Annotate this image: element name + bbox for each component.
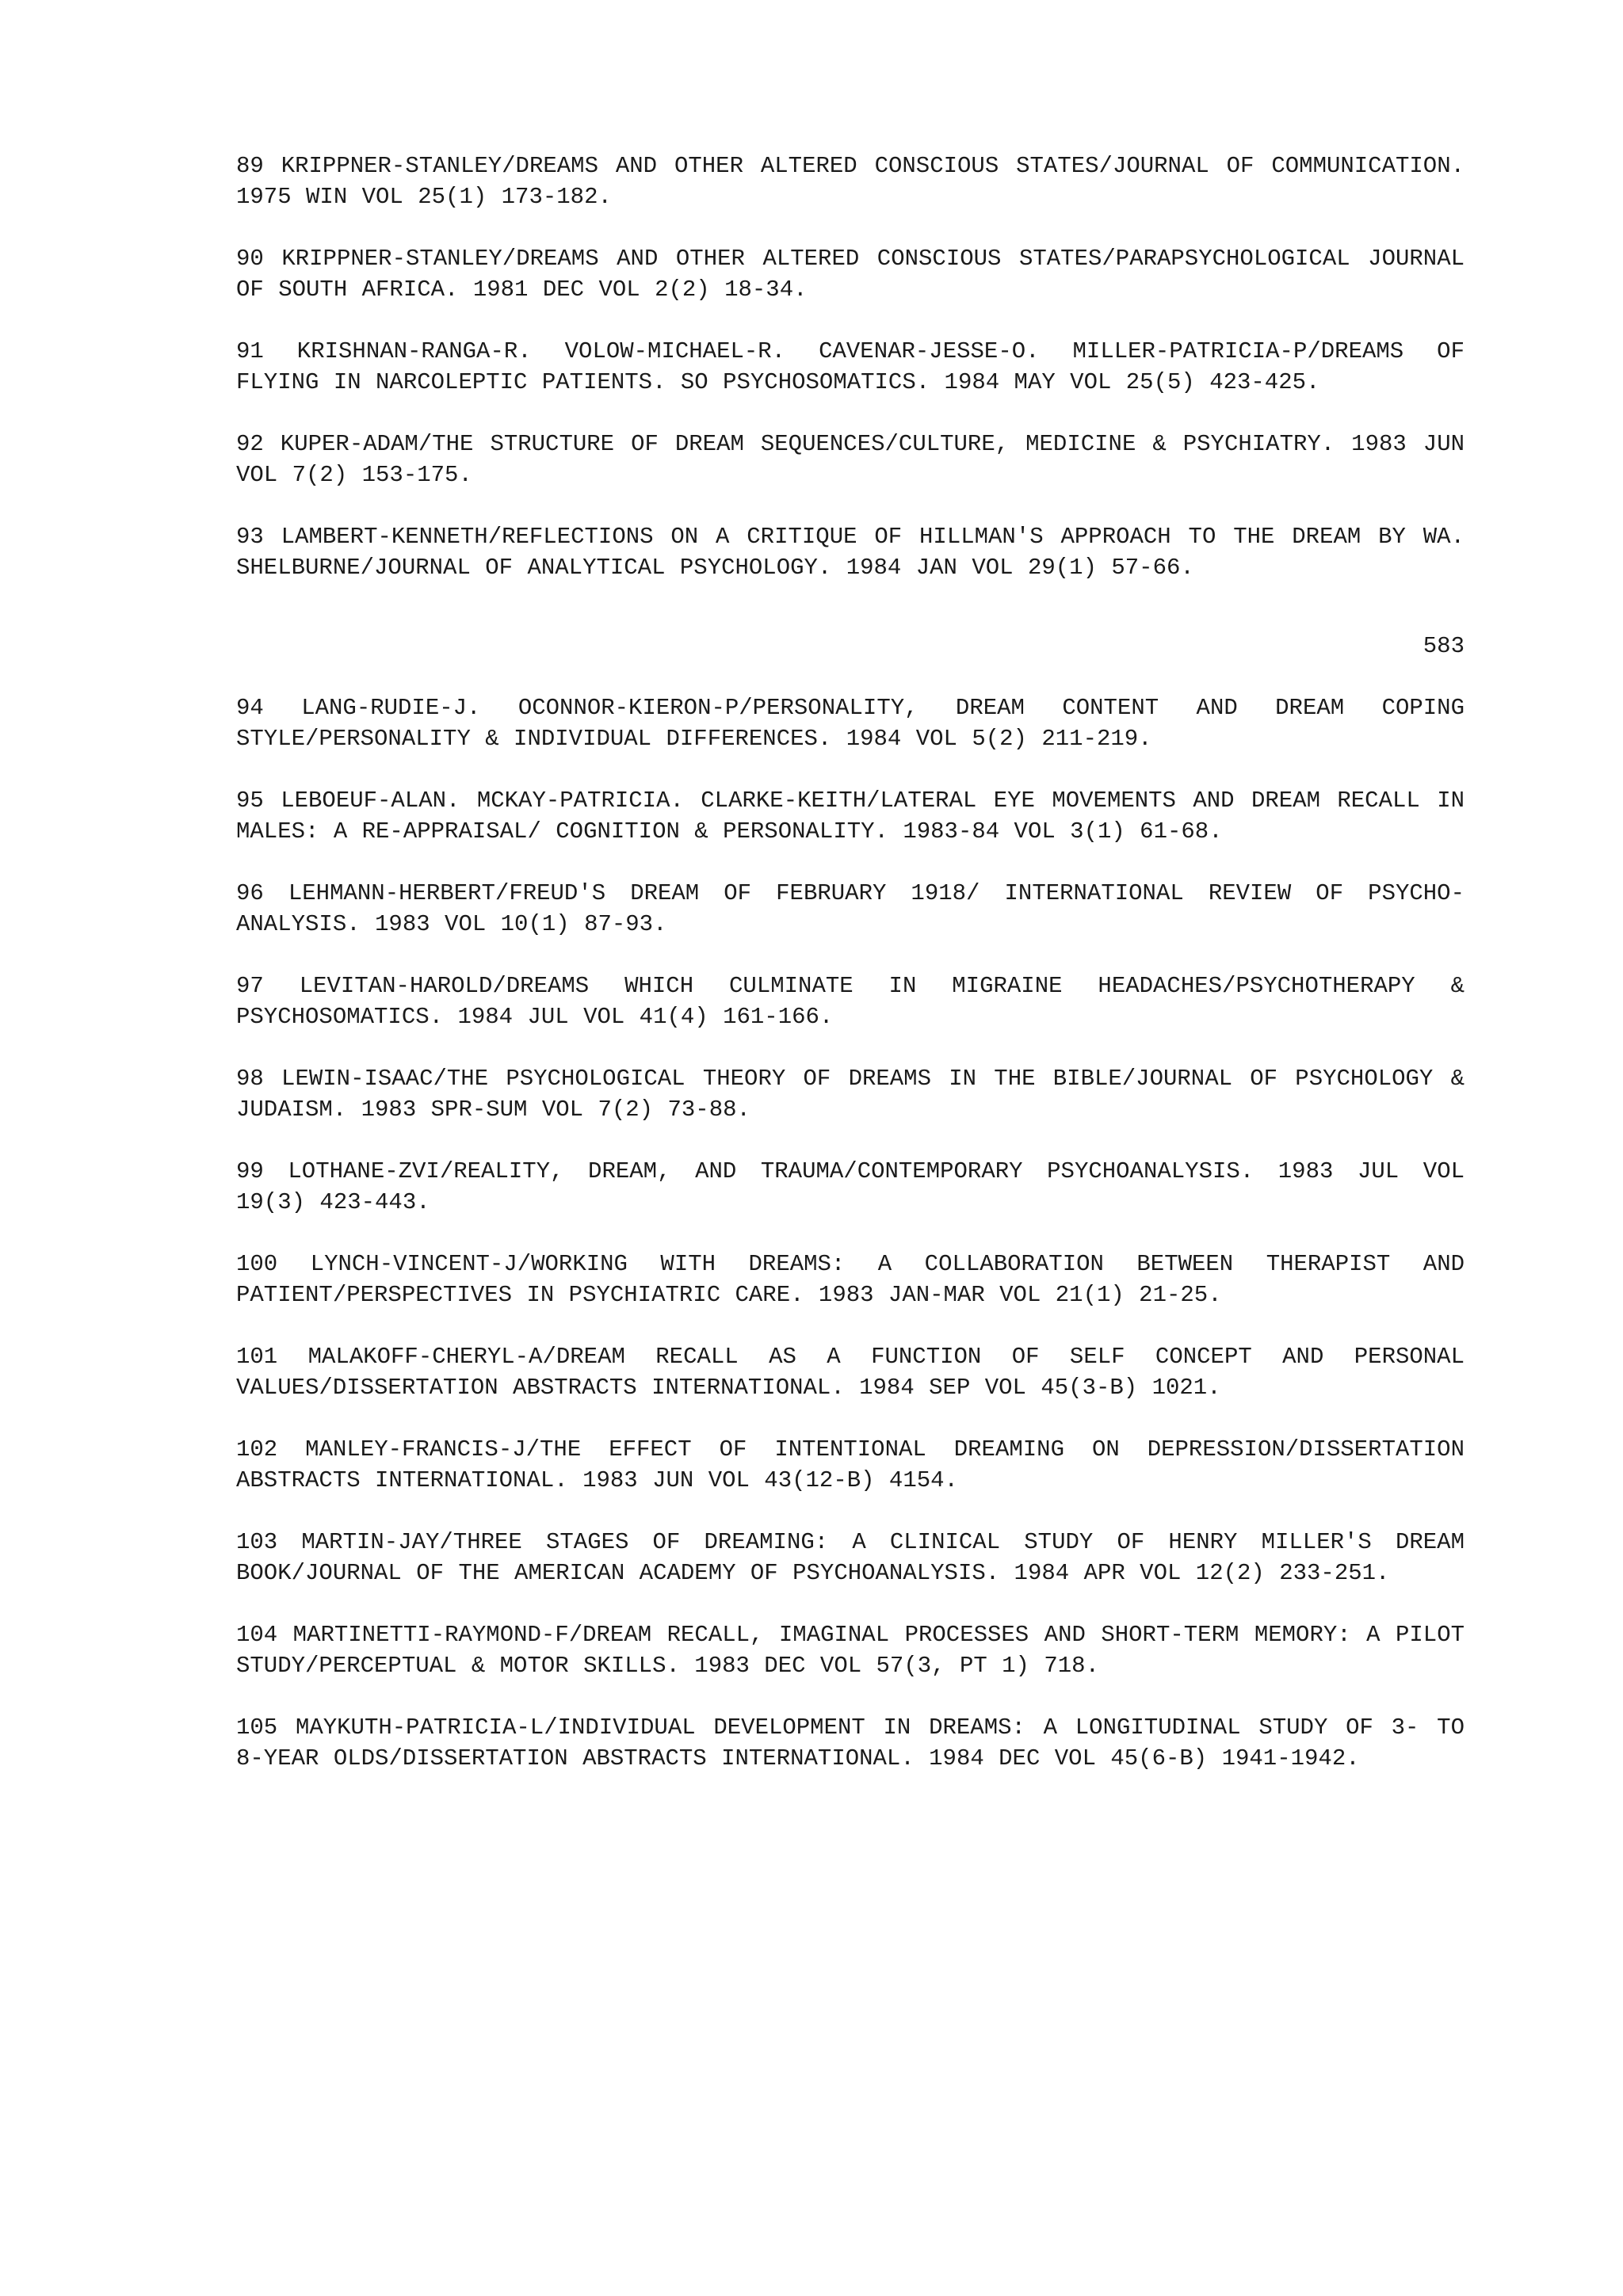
reference-entry-105: 105 MAYKUTH-PATRICIA-L/INDIVIDUAL DEVELOPMENT IN DREAMS: A LONGITUDINAL STUDY OF 3- TO 8-YEAR OLDS/DISSERTATION ABSTRACTS INTERNATIONAL. 1984 DEC VOL 45(6-B) 1941-1942. <box>236 1714 1465 1772</box>
entries-before-page-break <box>236 151 1465 583</box>
reference-entry-94: 94 LANG-RUDIE-J. OCONNOR-KIERON-P/PERSONALITY, DREAM CONTENT AND DREAM COPING STYLE/PERSONALITY & INDIVIDUAL DIFFERENCES. 1984 VOL 5(2) 211-219. <box>236 695 1465 752</box>
page-number: 583 <box>1423 633 1465 659</box>
document-page <box>236 151 1465 1805</box>
reference-entry-104: 104 MARTINETTI-RAYMOND-F/DREAM RECALL, IMAGINAL PROCESSES AND SHORT-TERM MEMORY: A PILOT STUDY/PERCEPTUAL & MOTOR SKILLS. 1983 DEC VOL 57(3, PT 1) 718. <box>236 1622 1465 1679</box>
reference-entry-98: 98 LEWIN-ISAAC/THE PSYCHOLOGICAL THEORY OF DREAMS IN THE BIBLE/JOURNAL OF PSYCHOLOGY & JUDAISM. 1983 SPR-SUM VOL 7(2) 73-88. <box>236 1066 1465 1123</box>
reference-entry-101: 101 MALAKOFF-CHERYL-A/DREAM RECALL AS A FUNCTION OF SELF CONCEPT AND PERSONAL VALUES/DISSERTATION ABSTRACTS INTERNATIONAL. 1984 SEP VOL 45(3-B) 1021. <box>236 1344 1465 1401</box>
reference-entry-100: 100 LYNCH-VINCENT-J/WORKING WITH DREAMS: A COLLABORATION BETWEEN THERAPIST AND PATIENT/PERSPECTIVES IN PSYCHIATRIC CARE. 1983 JAN-MAR VOL 21(1) 21-25. <box>236 1251 1465 1308</box>
entries-after-page-break <box>236 692 1465 1774</box>
reference-entry-90: 90 KRIPPNER-STANLEY/DREAMS AND OTHER ALTERED CONSCIOUS STATES/PARAPSYCHOLOGICAL JOURNAL OF SOUTH AFRICA. 1981 DEC VOL 2(2) 18-34. <box>236 246 1465 303</box>
reference-entry-91: 91 KRISHNAN-RANGA-R. VOLOW-MICHAEL-R. CAVENAR-JESSE-O. MILLER-PATRICIA-P/DREAMS OF FLYING IN NARCOLEPTIC PATIENTS. SO PSYCHOSOMATICS. 1984 MAY VOL 25(5) 423-425. <box>236 338 1465 395</box>
reference-entry-96: 96 LEHMANN-HERBERT/FREUD'S DREAM OF FEBRUARY 1918/ INTERNATIONAL REVIEW OF PSYCHO-ANALYSIS. 1983 VOL 10(1) 87-93. <box>236 880 1465 937</box>
reference-entry-95: 95 LEBOEUF-ALAN. MCKAY-PATRICIA. CLARKE-KEITH/LATERAL EYE MOVEMENTS AND DREAM RECALL IN MALES: A RE-APPRAISAL/ COGNITION & PERSONALITY. 1983-84 VOL 3(1) 61-68. <box>236 788 1465 845</box>
reference-entry-97: 97 LEVITAN-HAROLD/DREAMS WHICH CULMINATE IN MIGRAINE HEADACHES/PSYCHOTHERAPY & PSYCHOSOMATICS. 1984 JUL VOL 41(4) 161-166. <box>236 973 1465 1030</box>
reference-entry-92: 92 KUPER-ADAM/THE STRUCTURE OF DREAM SEQUENCES/CULTURE, MEDICINE & PSYCHIATRY. 1983 JUN VOL 7(2) 153-175. <box>236 431 1465 488</box>
reference-entry-99: 99 LOTHANE-ZVI/REALITY, DREAM, AND TRAUMA/CONTEMPORARY PSYCHOANALYSIS. 1983 JUL VOL 19(3) 423-443. <box>236 1158 1465 1215</box>
reference-entry-93: 93 LAMBERT-KENNETH/REFLECTIONS ON A CRITIQUE OF HILLMAN'S APPROACH TO THE DREAM BY WA. SHELBURNE/JOURNAL OF ANALYTICAL PSYCHOLOGY. 1984 JAN VOL 29(1) 57-66. <box>236 524 1465 581</box>
reference-entry-102: 102 MANLEY-FRANCIS-J/THE EFFECT OF INTENTIONAL DREAMING ON DEPRESSION/DISSERTATION ABSTRACTS INTERNATIONAL. 1983 JUN VOL 43(12-B) 4154. <box>236 1436 1465 1493</box>
reference-entry-103: 103 MARTIN-JAY/THREE STAGES OF DREAMING: A CLINICAL STUDY OF HENRY MILLER'S DREAM BOOK/JOURNAL OF THE AMERICAN ACADEMY OF PSYCHOANALYSIS. 1984 APR VOL 12(2) 233-251. <box>236 1529 1465 1586</box>
reference-entry-89: 89 KRIPPNER-STANLEY/DREAMS AND OTHER ALTERED CONSCIOUS STATES/JOURNAL OF COMMUNICATION. 1975 WIN VOL 25(1) 173-182. <box>236 153 1465 210</box>
